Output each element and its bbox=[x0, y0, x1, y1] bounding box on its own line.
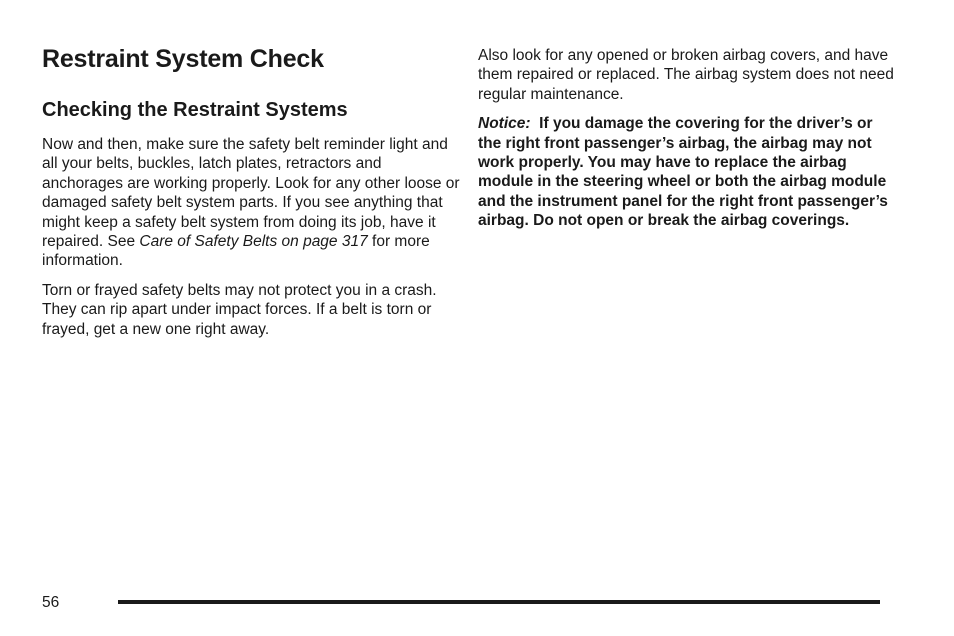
footer-rule bbox=[118, 600, 880, 604]
page-number: 56 bbox=[42, 594, 60, 611]
section-heading: Checking the Restraint Systems bbox=[42, 99, 348, 121]
left-column bbox=[42, 44, 462, 339]
body-paragraph-1 bbox=[42, 135, 462, 271]
body-paragraph-3: Also look for any opened or broken airbag covers, and have them repaired or replaced. The airbag system does not need regular maintenance. bbox=[478, 47, 894, 103]
paragraph-1-text: Now and then, make sure the safety belt reminder light and all your belts, buckles, latch plates, retractors and anchorages are working properly. Look for any other loose or damaged safety belt system parts. If you see anything that might keep a safety belt system from doing its job, have it repaired. See bbox=[42, 136, 460, 251]
notice-text: If you damage the covering for the driver’s or the right front passenger’s airbag, the airbag may not work properly. You may have to replace the airbag module in the steering wheel or both the airbag module and the instrument panel for the right front passenger’s airbag. Do not open or break the airbag coverings. bbox=[478, 115, 888, 230]
paragraph-1-tail: for more information. bbox=[42, 233, 430, 270]
cross-reference-link[interactable]: Care of Safety Belts on page 317 bbox=[139, 233, 368, 251]
body-paragraph-2: Torn or frayed safety belts may not protect you in a crash. They can rip apart under impact forces. If a belt is torn or frayed, get a new one right away. bbox=[42, 281, 437, 338]
notice-label: Notice: bbox=[478, 115, 531, 133]
page-title: Restraint System Check bbox=[42, 45, 324, 73]
right-column bbox=[478, 46, 898, 231]
notice-paragraph bbox=[478, 114, 898, 230]
